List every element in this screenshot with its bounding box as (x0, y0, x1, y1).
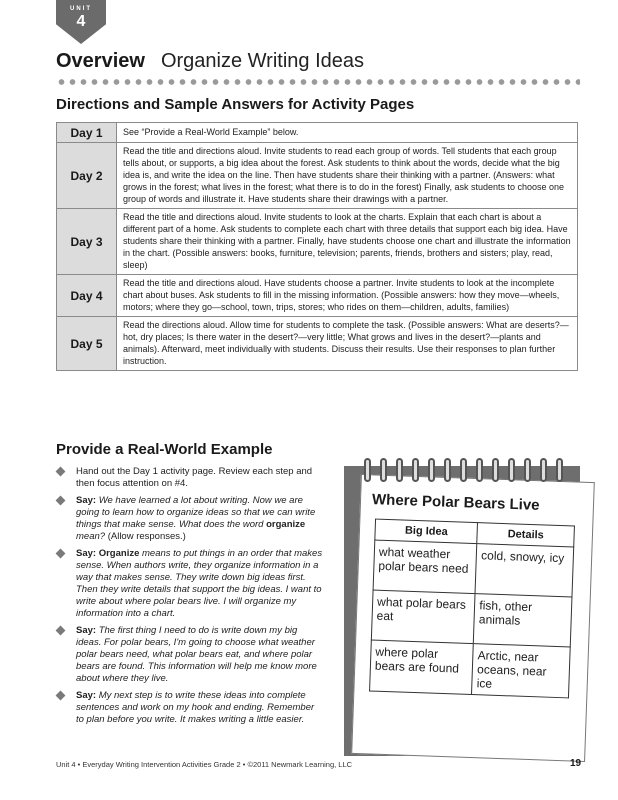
say-label: Say: (76, 548, 97, 559)
column-header-big-idea: Big Idea (375, 519, 478, 544)
day-label: Day 4 (57, 275, 117, 317)
list-item (56, 466, 324, 490)
diamond-bullet-icon (56, 691, 66, 701)
example-bullets (56, 466, 324, 731)
table-row (370, 640, 571, 698)
ring-icon (412, 458, 419, 482)
bullet-text: The first thing I need to do is write down my big ideas. For polar bears, I'm going to choose what weather polar bears need, what polar bears eat, and where polar bears are found. This information will help me know more about where they live. (76, 625, 317, 684)
page-title-bold: Overview (56, 50, 145, 72)
ring-icon (460, 458, 467, 482)
list-item (56, 548, 324, 620)
say-label: Say: (76, 495, 97, 506)
emphasized-word: Organize (96, 548, 140, 559)
bullet-text: Hand out the Day 1 activity page. Review each step and then focus attention on #4. (76, 466, 313, 489)
directions-heading: Directions and Sample Answers for Activity Pages (56, 96, 415, 113)
say-label: Say: (76, 625, 97, 636)
big-idea-cell: what weather polar bears need (373, 540, 477, 594)
ring-icon (380, 458, 387, 482)
diamond-bullet-icon (56, 467, 66, 477)
column-header-details: Details (477, 523, 574, 547)
table-row (57, 209, 578, 275)
spiral-binding-icon (364, 458, 584, 490)
ring-icon (444, 458, 451, 482)
ring-icon (540, 458, 547, 482)
dotted-divider (56, 78, 580, 86)
table-row (373, 540, 574, 597)
page-number: 19 (570, 758, 582, 769)
day-directions: Read the directions aloud. Allow time for students to complete the task. (Possible answers: What are deserts?—hot, dry places; Is there water in the desert?—very little; What grows and lives in the desert?—plants and animals). Afterward, meet individually with students. Discuss their results. Use their responses to plan further instruction. (117, 317, 578, 371)
ring-icon (364, 458, 371, 482)
day-directions: Read the title and directions aloud. Invite students to look at the charts. Explain that each chart is about a different part of a home. Ask students to complete each chart with three details that support each big idea. Have students share their thinking with a partner. Finally, have students choose one chart and illustrate the information in the chart. (Possible answers: books, furniture, television; parents, friends, brothers and sisters; play, read, sleep) (117, 209, 578, 275)
bullet-text: mean? (76, 531, 106, 542)
say-label: Say: (76, 690, 97, 701)
unit-number: 4 (76, 13, 86, 30)
list-item (56, 690, 324, 726)
day-label: Day 3 (57, 209, 117, 275)
bullet-text: We have learned a lot about writing. Now we are going to learn how to organize ideas so that we can write things that make sense. What does the word (76, 495, 316, 530)
diamond-bullet-icon (56, 626, 66, 636)
table-row (57, 123, 578, 143)
list-item (56, 625, 324, 685)
diamond-bullet-icon (56, 549, 66, 559)
ring-icon (476, 458, 483, 482)
page-footer: Unit 4 • Everyday Writing Intervention Activities Grade 2 • ©2011 Newmark Learning, LLC (56, 760, 353, 769)
page-subtitle: Organize Writing Ideas (160, 50, 365, 72)
bullet-text: My next step is to write these ideas into complete sentences and work on my hook and ending. Remember to plan before you write. It makes writing a little easier. (76, 690, 315, 725)
day-directions: Read the title and directions aloud. Invite students to read each group of words. Tell students that each group tells about, or supports, a big idea about the forest. Ask students to think about the words, decide what the big idea is, and write the idea on the line. Then have students share their thinking with a partner. (Answers: what grows in the forest; what lives in the forest; what there is to do in the forest) Finally, ask students to choose one group of words and illustrate it. Have students share their drawings with a partner. (117, 143, 578, 209)
ring-icon (524, 458, 531, 482)
ring-icon (428, 458, 435, 482)
diamond-bullet-icon (56, 496, 66, 506)
bullet-text: (Allow responses.) (105, 531, 186, 542)
day-label: Day 1 (57, 123, 117, 143)
day-directions: See “Provide a Real-World Example” below. (117, 123, 578, 143)
directions-table (56, 122, 578, 371)
table-row (57, 317, 578, 371)
ring-icon (492, 458, 499, 482)
polar-bear-chart (369, 519, 575, 699)
big-idea-cell: where polar bears are found (370, 640, 474, 695)
notepad-illustration (344, 456, 594, 762)
big-idea-cell: what polar bears eat (371, 590, 475, 644)
details-cell: Arctic, near oceans, near ice (472, 644, 570, 698)
day-label: Day 5 (57, 317, 117, 371)
day-label: Day 2 (57, 143, 117, 209)
table-row (371, 590, 572, 647)
table-row (57, 143, 578, 209)
list-item (56, 495, 324, 543)
unit-tab (56, 0, 106, 44)
details-cell: fish, other animals (474, 594, 572, 647)
ring-icon (396, 458, 403, 482)
page-title (56, 50, 364, 73)
day-directions: Read the title and directions aloud. Have students choose a partner. Invite students to look at the incomplete chart about buses. Ask students to fill in the missing information. (Possible answers: how they move—wheels, motors; where they go—school, town, trips, stores; who rides on them—children, adults, families) (117, 275, 578, 317)
unit-label: UNIT (70, 6, 92, 12)
emphasized-word: organize (266, 519, 306, 530)
table-row (57, 275, 578, 317)
example-heading: Provide a Real-World Example (56, 441, 273, 458)
notepad-title: Where Polar Bears Live (371, 491, 540, 514)
ring-icon (508, 458, 515, 482)
details-cell: cold, snowy, icy (475, 544, 573, 597)
bullet-text: means to put things in an order that makes sense. When authors write, they organize information in a way that makes sense. They write down big ideas first. Then they write details that support the big ideas. I want to write about where polar bears live. I will organize my information into a chart. (76, 548, 323, 619)
ring-icon (556, 458, 563, 482)
